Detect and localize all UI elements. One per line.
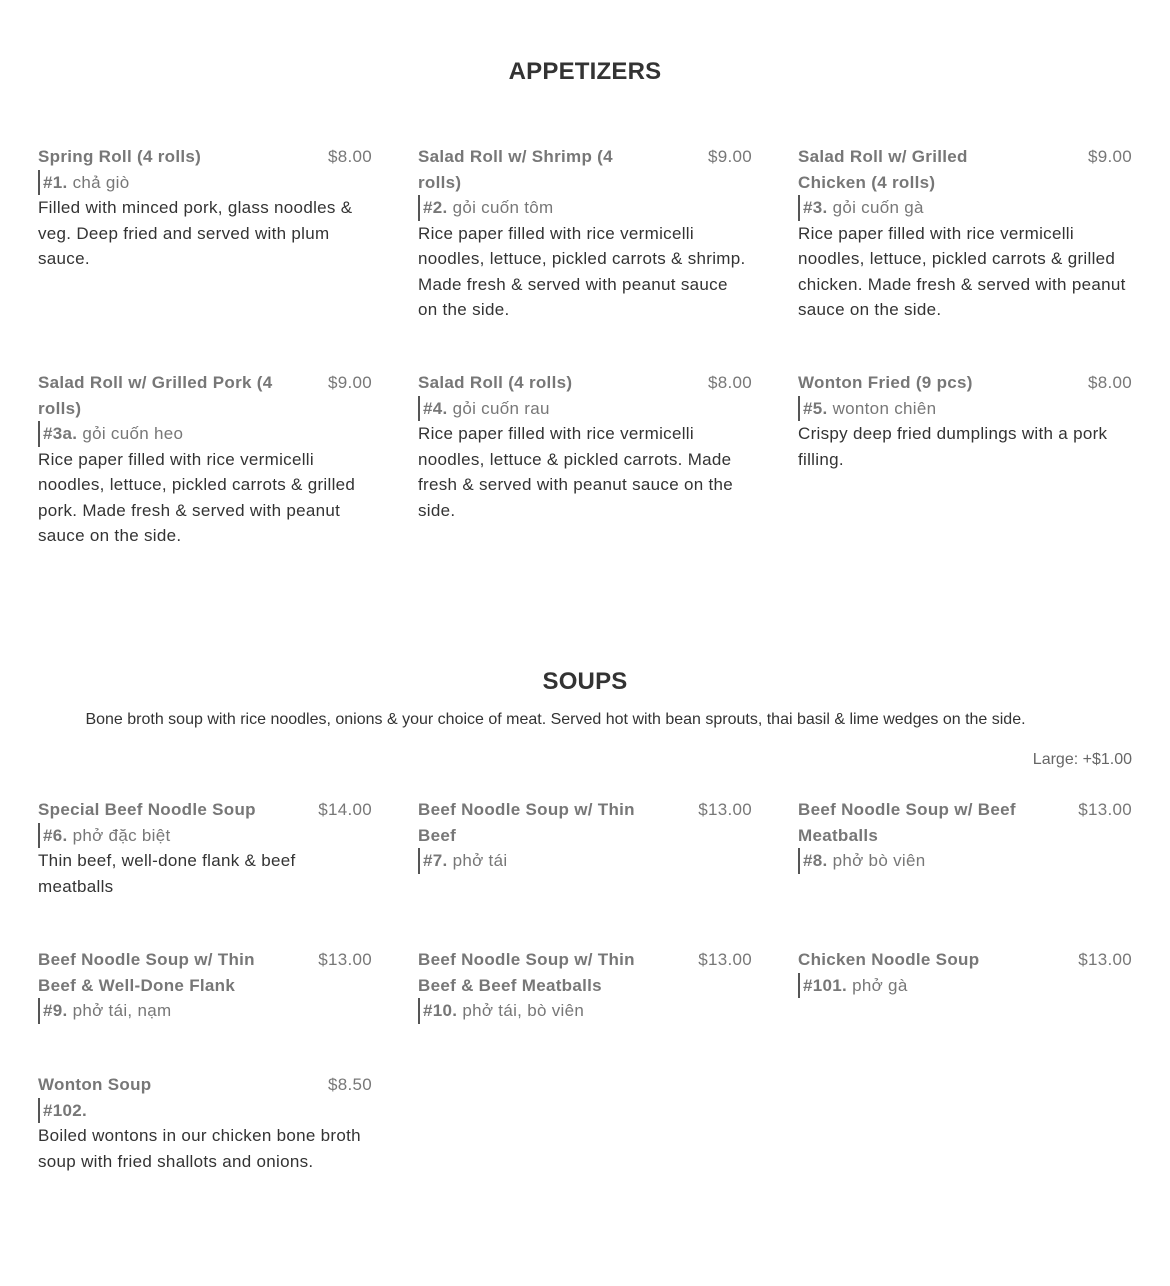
soups-section: [0, 668, 1170, 1177]
item-code: [38, 823, 171, 849]
item-vietnamese-name: gỏi cuốn tôm: [452, 198, 554, 217]
soups-description: Bone broth soup with rice noodles, onions & your choice of meat. Served hot with bean sprouts, thai basil & lime wedges on the side.: [85, 711, 1026, 728]
item-name: Beef Noodle Soup w/ Thin Beef: [418, 800, 635, 845]
item-number: #4.: [423, 398, 448, 418]
item-description: Rice paper filled with rice vermicelli noodles, lettuce & pickled carrots. Made fresh & served with peanut sauce on the side.: [418, 424, 734, 520]
item-price: $9.00: [1087, 147, 1132, 166]
item-code: [798, 195, 924, 221]
appetizers-title: APPETIZERS: [508, 58, 662, 85]
item-code: [38, 421, 183, 447]
item-header: [798, 144, 1132, 195]
appetizers-grid: [38, 144, 1132, 574]
item-number: #3.: [803, 198, 828, 217]
item-code: [798, 396, 936, 422]
item-vietnamese-name: wonton chiên: [832, 398, 937, 418]
item-name: Beef Noodle Soup w/ Thin Beef & Well-Done Flank: [38, 950, 255, 995]
item-header: [38, 1072, 372, 1098]
item-description: Rice paper filled with rice vermicelli noodles, lettuce, pickled carrots & grilled chicken. Made fresh & served with peanut sauce on the side.: [798, 223, 1126, 319]
item-price: $14.00: [318, 800, 372, 819]
item-name: Salad Roll w/ Grilled Chicken (4 rolls): [798, 147, 968, 192]
item-vietnamese-name: chả giò: [72, 172, 130, 192]
menu-item: [38, 797, 372, 899]
item-price: $8.50: [327, 1075, 372, 1094]
menu-item: [38, 144, 372, 272]
menu-item: [38, 947, 372, 1024]
item-number: #5.: [803, 398, 828, 418]
item-code: [418, 998, 584, 1024]
item-name: Beef Noodle Soup w/ Beef Meatballs: [798, 800, 1016, 845]
item-description: Thin beef, well-done flank & beef meatballs: [38, 851, 296, 896]
soups-grid: [38, 797, 1132, 1177]
item-vietnamese-name: phở gà: [852, 975, 908, 995]
item-price: $9.00: [327, 373, 372, 392]
item-header: [418, 797, 752, 848]
menu-item: [418, 144, 752, 323]
item-number: #6.: [43, 825, 68, 845]
menu-item: [798, 144, 1132, 323]
menu-item: [418, 947, 752, 1024]
item-header: [38, 797, 372, 823]
item-name: Salad Roll (4 rolls): [418, 373, 573, 392]
item-vietnamese-name: phở đặc biệt: [72, 825, 171, 845]
item-price: $13.00: [1078, 950, 1132, 969]
item-header: [38, 947, 372, 998]
item-vietnamese-name: phở tái, bò viên: [462, 1001, 585, 1020]
item-number: #8.: [803, 851, 828, 870]
item-description: Boiled wontons in our chicken bone broth soup with fried shallots and onions.: [38, 1126, 361, 1171]
item-code: [38, 170, 130, 196]
item-code: [798, 973, 908, 999]
item-code: [798, 848, 925, 874]
item-number: #9.: [43, 1001, 68, 1020]
item-number: #10.: [423, 1001, 458, 1020]
item-name: Wonton Soup: [38, 1075, 152, 1094]
item-code: [38, 998, 171, 1024]
menu-item: [38, 370, 372, 549]
item-name: Chicken Noodle Soup: [798, 950, 980, 969]
appetizers-section: [0, 58, 1170, 574]
item-name: Spring Roll (4 rolls): [38, 147, 202, 166]
item-name: Salad Roll w/ Grilled Pork (4 rolls): [38, 373, 273, 418]
item-description: Rice paper filled with rice vermicelli noodles, lettuce, pickled carrots & grilled pork. Made fresh & served with peanut sauce on the side.: [38, 449, 356, 545]
item-number: #3a.: [43, 424, 78, 443]
item-price: $13.00: [1078, 800, 1132, 819]
item-header: [38, 144, 372, 170]
item-number: #102.: [43, 1100, 88, 1120]
item-name: Special Beef Noodle Soup: [38, 800, 256, 819]
menu-item: [418, 370, 752, 523]
item-code: [38, 1098, 87, 1124]
item-vietnamese-name: gỏi cuốn heo: [82, 424, 184, 443]
soups-size-note: Large: +$1.00: [1032, 751, 1132, 768]
item-vietnamese-name: phở tái, nạm: [72, 1001, 172, 1020]
item-vietnamese-name: gỏi cuốn gà: [832, 198, 924, 217]
menu-item: [798, 370, 1132, 472]
item-price: $13.00: [318, 950, 372, 969]
item-description: Rice paper filled with rice vermicelli noodles, lettuce, pickled carrots & shrimp. Made fresh & served with peanut sauce on the side.: [418, 223, 746, 319]
item-name: Beef Noodle Soup w/ Thin Beef & Beef Meatballs: [418, 950, 635, 995]
item-price: $13.00: [698, 800, 752, 819]
item-code: [418, 195, 554, 221]
item-header: [798, 947, 1132, 973]
item-name: Wonton Fried (9 pcs): [798, 373, 973, 392]
item-price: $8.00: [327, 147, 372, 166]
item-number: #7.: [423, 851, 448, 870]
item-price: $9.00: [707, 147, 752, 166]
item-code: [418, 396, 550, 422]
item-number: #1.: [43, 172, 68, 192]
item-header: [38, 370, 372, 421]
item-header: [798, 370, 1132, 396]
item-price: $8.00: [1087, 373, 1132, 392]
item-header: [798, 797, 1132, 848]
menu-item: [798, 947, 1132, 998]
item-description: Crispy deep fried dumplings with a pork filling.: [798, 424, 1108, 469]
menu-item: [798, 797, 1132, 874]
item-header: [418, 370, 752, 396]
item-price: $13.00: [698, 950, 752, 969]
soups-title: SOUPS: [542, 668, 628, 695]
item-header: [418, 947, 752, 998]
item-vietnamese-name: gỏi cuốn rau: [452, 398, 550, 418]
item-number: #2.: [423, 198, 448, 217]
item-name: Salad Roll w/ Shrimp (4 rolls): [418, 147, 613, 192]
item-number: #101.: [803, 975, 848, 995]
item-vietnamese-name: phở tái: [452, 851, 508, 870]
item-description: Filled with minced pork, glass noodles & veg. Deep fried and served with plum sauce.: [38, 198, 353, 268]
item-vietnamese-name: phở bò viên: [832, 851, 926, 870]
item-price: $8.00: [707, 373, 752, 392]
menu-item: [418, 797, 752, 874]
item-code: [418, 848, 507, 874]
item-header: [418, 144, 752, 195]
menu-item: [38, 1072, 372, 1174]
